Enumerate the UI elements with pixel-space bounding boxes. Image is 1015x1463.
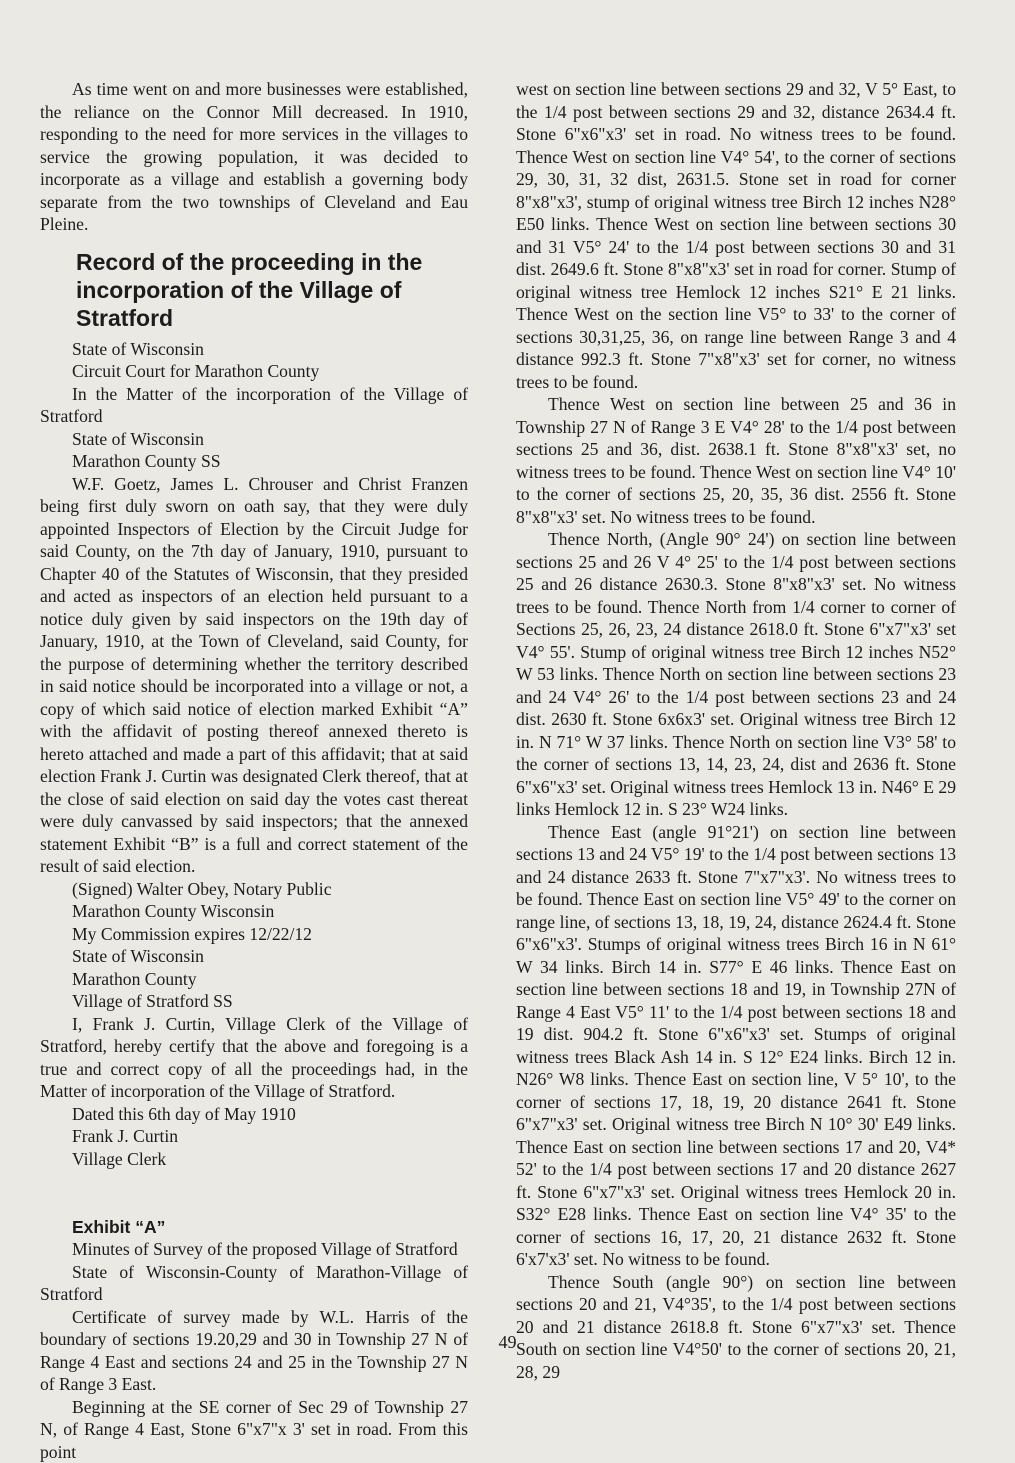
survey-paragraph: Thence North, (Angle 90° 24') on section line between sections 25 and 26 V 4° 25' to the 1/4 post between sections 25 and 26 distance 2630.3. Stone 8"x8"x3' set. No witness trees to be found. Thence North from 1/4 corner to corner of Sections 25, 26, 23, 24 distance 2618.0 ft. Stone 6"x7"x3' set V4° 55'. Stump of original witness tree Birch 12 inches N52° W 53 links. Thence North on section line between sections 23 and 24 V4° 26' to the 1/4 post between sections 23 and 24 dist. 2630 ft. Stone 6x6x3' set. Original witness tree Birch 12 in. N 71° W 37 links. Thence North on section line V3° 58' to the corner of sections 13, 14, 23, 24, dist and 2636 ft. Stone 6"x6"x3' set. Original witness trees Hemlock 13 in. N46° E 29 links Hemlock 12 in. S 23° W24 links. (516, 528, 956, 821)
exhibit-beginning: Beginning at the SE corner of Sec 29 of Township 27 N, of Range 4 East, Stone 6"x7"x 3' set in road. From this point (40, 1396, 468, 1463)
notary-line: Village of Stratford SS (40, 990, 468, 1013)
survey-paragraph: Thence South (angle 90°) on section line between sections 20 and 21, V4°35', to the 1/4 post between sections 20 and 21 distance 2618.8 ft. Stone 6"x7"x3' set. Thence South on section line V4°50' to the corner of sections 20, 21, 28, 29 (516, 1271, 956, 1384)
caption-line: State of Wisconsin (40, 338, 468, 361)
left-column (40, 78, 468, 1463)
intro-paragraph: As time went on and more businesses were established, the reliance on the Connor Mill decreased. In 1910, responding to the need for more services in the villages to service the growing population, it was decided to incorporate as a village and establish a governing body separate from the two townships of Cleveland and Eau Pleine. (40, 78, 468, 236)
notary-line: My Commission expires 12/22/12 (40, 923, 468, 946)
exhibit-certificate: Certificate of survey made by W.L. Harris of the boundary of sections 19.20,29 and 30 in Township 27 N of Range 4 East and sections 24 and 25 in the Township 27 N of Range 3 East. (40, 1306, 468, 1396)
notary-line: (Signed) Walter Obey, Notary Public (40, 878, 468, 901)
venue-line: State of Wisconsin (40, 428, 468, 451)
venue-line: Marathon County SS (40, 450, 468, 473)
survey-paragraph: Thence West on section line between 25 and 36 in Township 27 N of Range 3 E V4° 28' to the 1/4 post between sections 25 and 36, dist. 2638.1 ft. Stone 8"x8"x3' set, no witness trees to be found. Thence West on section line V4° 10' to the corner of sections 25, 20, 35, 36 dist. 2556 ft. Stone 8"x8"x3' set. No witness trees to be found. (516, 393, 956, 528)
notary-line: Marathon County (40, 968, 468, 991)
notary-line: State of Wisconsin (40, 945, 468, 968)
exhibit-heading: Exhibit “A” (72, 1216, 468, 1238)
closing-line: Frank J. Curtin (40, 1125, 468, 1148)
section-heading: Record of the proceeding in the incorporation of the Village of Stratford (76, 248, 468, 332)
closing-line: Dated this 6th day of May 1910 (40, 1103, 468, 1126)
affidavit-paragraph: W.F. Goetz, James L. Chrouser and Christ Franzen being first duly sworn on oath say, that they were duly appointed Inspectors of Election by the Circuit Judge for said County, on the 7th day of January, 1910, pursuant to Chapter 40 of the Statutes of Wisconsin, that they presided and acted as inspectors of an election held pursuant to a notice duly given by said inspectors on the 19th day of January, 1910, at the Town of Cleveland, said County, for the purpose of determining whether the territory described in said notice should be incorporated into a village or not, a copy of which said notice of election marked Exhibit “A” with the affidavit of posting thereof annexed thereto is hereto attached and made a part of this affidavit; that at said election Frank J. Curtin was designated Clerk thereof, that at the close of said election on said day the votes cast thereat were duly canvassed by said inspectors; that the annexed statement Exhibit “B” is a full and correct statement of the result of said election. (40, 473, 468, 878)
page-number: 49 (0, 1332, 1015, 1353)
survey-paragraph: Thence East (angle 91°21') on section line between sections 13 and 24 V5° 19' to the 1/4 post between sections 13 and 24 distance 2633 ft. Stone 7"x7"x3'. No witness trees to be found. Thence East on section line V5° 49' to the corner on range line, of sections 13, 18, 19, 24, distance 2624.4 ft. Stone 6"x6"x3'. Stumps of original witness trees Birch 16 in N 61° W 34 links. Birch 14 in. S77° E 46 links. Thence East on section line between sections 18 and 19, in Township 27N of Range 4 East V5° 11' to the 1/4 post between sections 18 and 19 dist. 904.2 ft. Stone 6"x6"x3' set. Stumps of original witness trees Black Ash 14 in. S 12° E24 links. Birch 12 in. N26° W8 links. Thence East on section line, V 5° 10', to the corner of sections 17, 18, 19, 20 distance 2641 ft. Stone 6"x7"x3' set. Original witness tree Birch N 10° 30' E49 links. Thence East on section line between sections 17 and 20, V4* 52' to the 1/4 post between sections 17 and 20 distance 2627 ft. Stone 6"x7"x3' set. Original witness trees Hemlock 20 in. S32° E28 links. Thence East on section line V4° 35' to the corner of sections 16, 17, 20, 21 distance 2632 ft. Stone 6'x7'x3' set. No witness to be found. (516, 821, 956, 1271)
right-column (516, 78, 956, 1383)
exhibit-line: Minutes of Survey of the proposed Village of Stratford (40, 1238, 468, 1261)
exhibit-line: State of Wisconsin-County of Marathon-Village of Stratford (40, 1261, 468, 1306)
matter-paragraph: In the Matter of the incorporation of the Village of Stratford (40, 383, 468, 428)
certification-paragraph: I, Frank J. Curtin, Village Clerk of the Village of Stratford, hereby certify that the above and foregoing is a true and correct copy of all the proceedings had, in the Matter of incorporation of the Village of Stratford. (40, 1013, 468, 1103)
closing-line: Village Clerk (40, 1148, 468, 1171)
caption-line: Circuit Court for Marathon County (40, 360, 468, 383)
survey-paragraph: west on section line between sections 29 and 32, V 5° East, to the 1/4 post between sections 29 and 32, distance 2634.4 ft. Stone 6"x6"x3' set in road. No witness trees to be found. Thence West on section line V4° 54', to the corner of sections 29, 30, 31, 32 dist, 2631.5. Stone set in road for corner 8"x8"x3', stump of original witness tree Birch 12 inches N28° E50 links. Thence West on section line between sections 30 and 31 V5° 24' to the 1/4 post between sections 30 and 31 dist. 2649.6 ft. Stone 8"x8"x3' set in road for corner. Stump of original witness tree Hemlock 12 inches S21° E 21 links. Thence West on the section line V5° to 33' to the corner of sections 30,31,25, 36, on range line between Range 3 and 4 distance 992.3 ft. Stone 7"x8"x3' set for corner, no witness trees to be found. (516, 78, 956, 393)
notary-line: Marathon County Wisconsin (40, 900, 468, 923)
